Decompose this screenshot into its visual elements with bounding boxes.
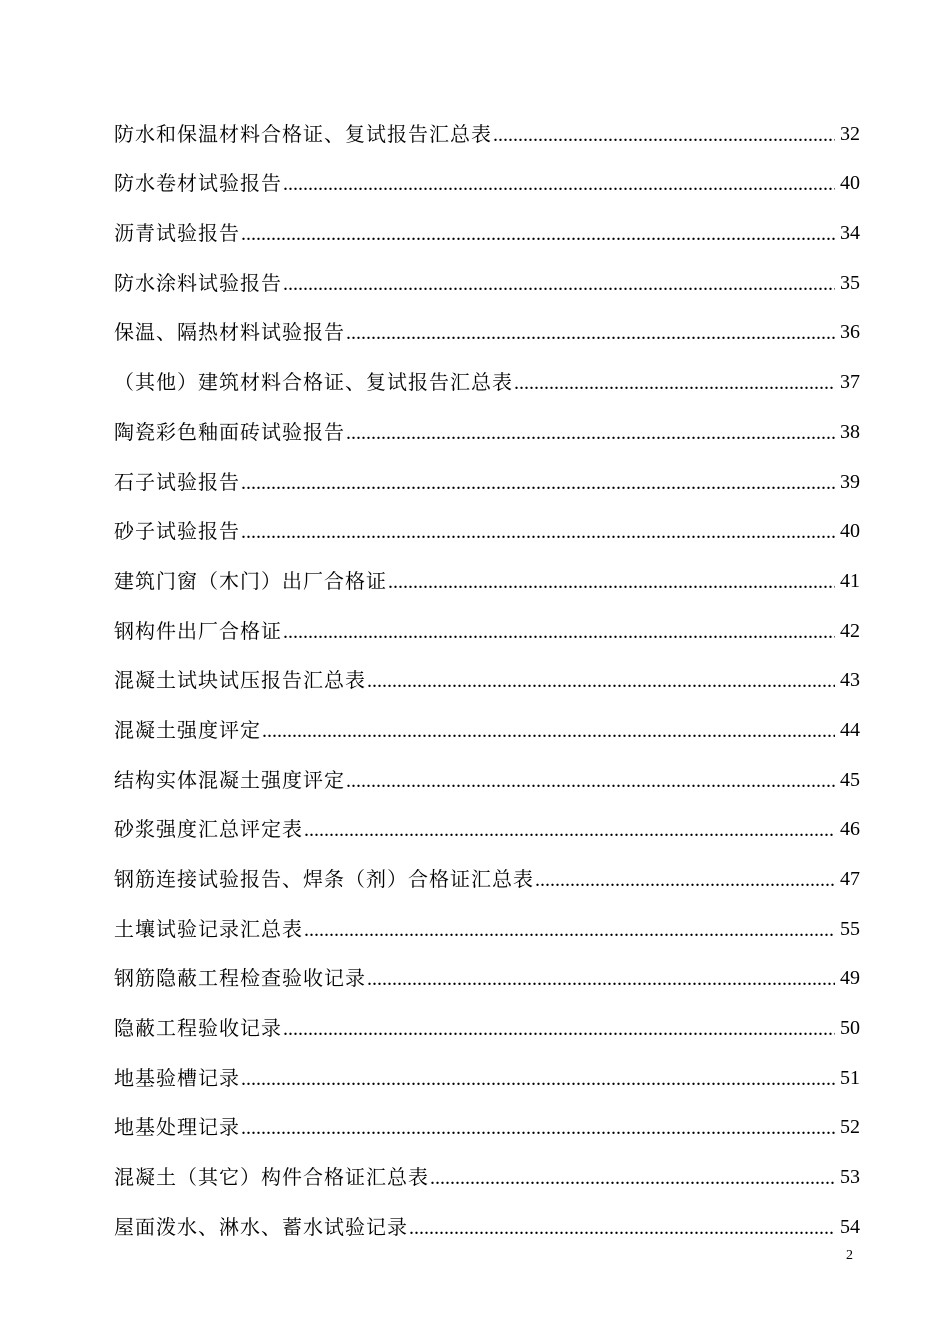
toc-entry-title: 石子试验报告 [114,469,240,494]
table-of-contents [114,103,860,1246]
toc-entry [114,1196,860,1246]
toc-dot-leader [367,661,835,699]
toc-entry-page: 34 [840,222,860,245]
toc-entry [114,799,860,849]
toc-entry-title: 地基处理记录 [114,1115,240,1140]
toc-dot-leader [262,711,835,749]
toc-entry-page: 39 [840,470,860,493]
toc-entry [114,650,860,700]
toc-dot-leader [409,1208,835,1246]
toc-entry-page: 54 [840,1215,860,1238]
toc-entry-page: 44 [840,718,860,741]
toc-entry-page: 36 [840,321,860,344]
toc-dot-leader [241,1059,835,1097]
toc-entry-page: 38 [840,420,860,443]
toc-entry [114,252,860,302]
toc-entry-title: 钢筋隐蔽工程检查验收记录 [114,966,366,991]
toc-entry-title: 建筑门窗（木门）出厂合格证 [114,568,387,593]
toc-entry-title: 砂子试验报告 [114,519,240,544]
toc-entry [114,600,860,650]
toc-entry-page: 45 [840,768,860,791]
toc-dot-leader [241,512,835,550]
toc-entry-title: 结构实体混凝土强度评定 [114,767,345,792]
toc-entry-page: 55 [840,917,860,940]
toc-entry-title: 防水和保温材料合格证、复试报告汇总表 [114,121,492,146]
toc-entry [114,153,860,203]
toc-dot-leader [283,1009,835,1047]
toc-entry [114,103,860,153]
toc-entry [114,898,860,948]
toc-entry [114,202,860,252]
toc-entry [114,401,860,451]
toc-dot-leader [493,115,835,153]
toc-dot-leader [241,1108,835,1146]
toc-dot-leader [535,860,835,898]
toc-dot-leader [241,214,835,252]
toc-entry-page: 49 [840,967,860,990]
toc-entry [114,302,860,352]
toc-entry-page: 40 [840,520,860,543]
toc-dot-leader [514,363,835,401]
toc-dot-leader [283,164,835,202]
toc-entry-title: 钢构件出厂合格证 [114,618,282,643]
toc-entry-page: 40 [840,172,860,195]
toc-entry-page: 51 [840,1066,860,1089]
toc-entry-page: 47 [840,868,860,890]
toc-entry [114,351,860,401]
toc-dot-leader [430,1158,835,1196]
toc-dot-leader [346,313,835,351]
toc-entry-title: 沥青试验报告 [114,221,240,246]
toc-entry-page: 35 [840,271,860,294]
toc-entry-page: 46 [840,818,860,841]
toc-entry-title: 土壤试验记录汇总表 [114,916,303,941]
toc-entry-page: 32 [840,122,860,145]
toc-dot-leader [304,810,835,848]
toc-entry-title: 混凝土强度评定 [114,717,261,742]
toc-entry-title: 钢筋连接试验报告、焊条（剂）合格证汇总表 [114,867,534,891]
toc-dot-leader [283,264,835,302]
toc-entry-title: 混凝土试块试压报告汇总表 [114,668,366,693]
toc-dot-leader [241,463,835,501]
toc-entry-page: 42 [840,619,860,642]
toc-entry [114,948,860,998]
toc-entry [114,848,860,898]
toc-entry-page: 50 [840,1017,860,1040]
toc-entry [114,1047,860,1097]
toc-dot-leader [283,612,835,650]
toc-entry-title: 防水涂料试验报告 [114,270,282,295]
toc-entry-page: 43 [840,669,860,692]
toc-dot-leader [304,910,835,948]
toc-entry-title: 砂浆强度汇总评定表 [114,817,303,842]
toc-entry [114,749,860,799]
toc-entry-title: 陶瓷彩色釉面砖试验报告 [114,419,345,444]
toc-entry-page: 37 [840,371,860,394]
toc-entry-page: 41 [840,569,860,592]
toc-entry-title: 混凝土（其它）构件合格证汇总表 [114,1165,429,1190]
toc-entry-title: 地基验槽记录 [114,1065,240,1090]
toc-entry [114,550,860,600]
toc-entry-title: 保温、隔热材料试验报告 [114,320,345,345]
toc-entry-title: 隐蔽工程验收记录 [114,1016,282,1041]
toc-entry [114,501,860,551]
toc-entry [114,1097,860,1147]
toc-dot-leader [388,562,835,600]
toc-entry-page: 53 [840,1166,860,1189]
toc-entry [114,451,860,501]
toc-dot-leader [367,959,835,997]
toc-entry [114,1146,860,1196]
toc-entry-page: 52 [840,1116,860,1139]
toc-dot-leader [346,761,835,799]
toc-entry-title: 屋面泼水、淋水、蓄水试验记录 [114,1214,408,1239]
toc-dot-leader [346,413,835,451]
page-number: 2 [846,1248,853,1263]
toc-entry [114,997,860,1047]
toc-entry-title: （其他）建筑材料合格证、复试报告汇总表 [114,370,513,395]
toc-entry [114,699,860,749]
toc-entry-title: 防水卷材试验报告 [114,171,282,196]
